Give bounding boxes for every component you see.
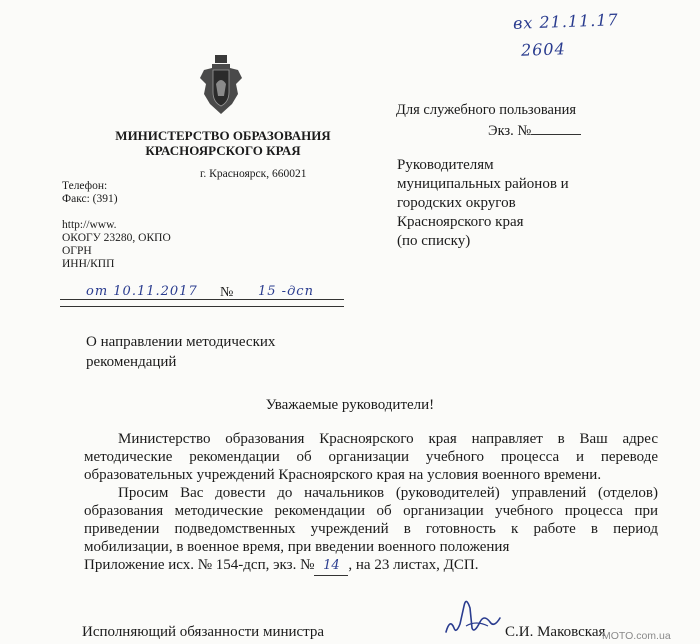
annex-suffix: , на 23 листах, ДСП. [348,557,479,573]
okogu-label: ОКОГУ 23280, ОКПО [62,232,171,244]
coat-of-arms-icon [198,54,244,116]
annex-line [84,556,658,576]
subject-line-1: О направлении методических [86,334,276,350]
signer-name: С.И. Маковская [505,624,606,640]
fax-label: Факс: (391) [62,193,118,205]
registration-date: от 10.11.2017 [86,284,198,299]
incoming-stamp-date: вх 21.11.17 [512,10,619,33]
watermark: MOTO.com.ua [602,630,671,642]
subject-line-2: рекомендаций [86,354,177,370]
addressee-line-1: Руководителям [397,157,494,173]
requisites-block [62,180,171,271]
ministry-name [78,128,368,158]
addressee-line-2: муниципальных районов и [397,176,569,192]
handwritten-signature-icon [440,588,510,640]
addressee-line-5: (по списку) [397,233,471,249]
letter-subject [86,332,326,372]
restriction-label: Для служебного пользования [396,102,577,118]
web-label: http://www. [62,219,117,231]
ogrn-label: ОГРН [62,245,92,257]
ministry-line-1: МИНИСТЕРСТВО ОБРАЗОВАНИЯ [115,128,331,143]
salutation: Уважаемые руководители! [265,397,435,413]
registration-line [60,284,344,308]
letter-body [84,430,658,576]
addressee-block [397,156,657,251]
annex-copy-number: 14 [323,558,340,573]
restriction-block [396,100,676,142]
inn-label: ИНН/КПП [62,258,115,270]
city-address: г. Красноярск, 660021 [200,168,307,180]
body-paragraph-2: Просим Вас довести до начальников (руководителей) управлений (отделов) образования методические рекомендации об организации учебного процесса при приведении подведомственных учреждений в готовность к работе в период мобилизации, в военное время, при введении военного положения [84,485,658,555]
incoming-stamp-number: 2604 [520,39,567,60]
signer-title: Исполняющий обязанности министра [82,624,325,640]
copy-number-label: Экз. № [488,123,532,139]
addressee-line-4: Красноярского края [397,214,524,230]
registration-number: 15 -дсп [258,284,314,299]
annex-prefix: Приложение исх. № 154-дсп, экз. № [84,557,315,573]
number-sign: № [220,285,234,300]
phone-label: Телефон: [62,180,108,192]
copy-number-blank [531,122,581,135]
ministry-line-2: КРАСНОЯРСКОГО КРАЯ [145,143,301,158]
addressee-line-3: городских округов [397,195,516,211]
body-paragraph-1: Министерство образования Красноярского края направляет в Ваш адрес методические рекомендации об организации учебного процесса и переводе образовательных учреждений Красноярского края на условия военного времени. [84,431,658,483]
